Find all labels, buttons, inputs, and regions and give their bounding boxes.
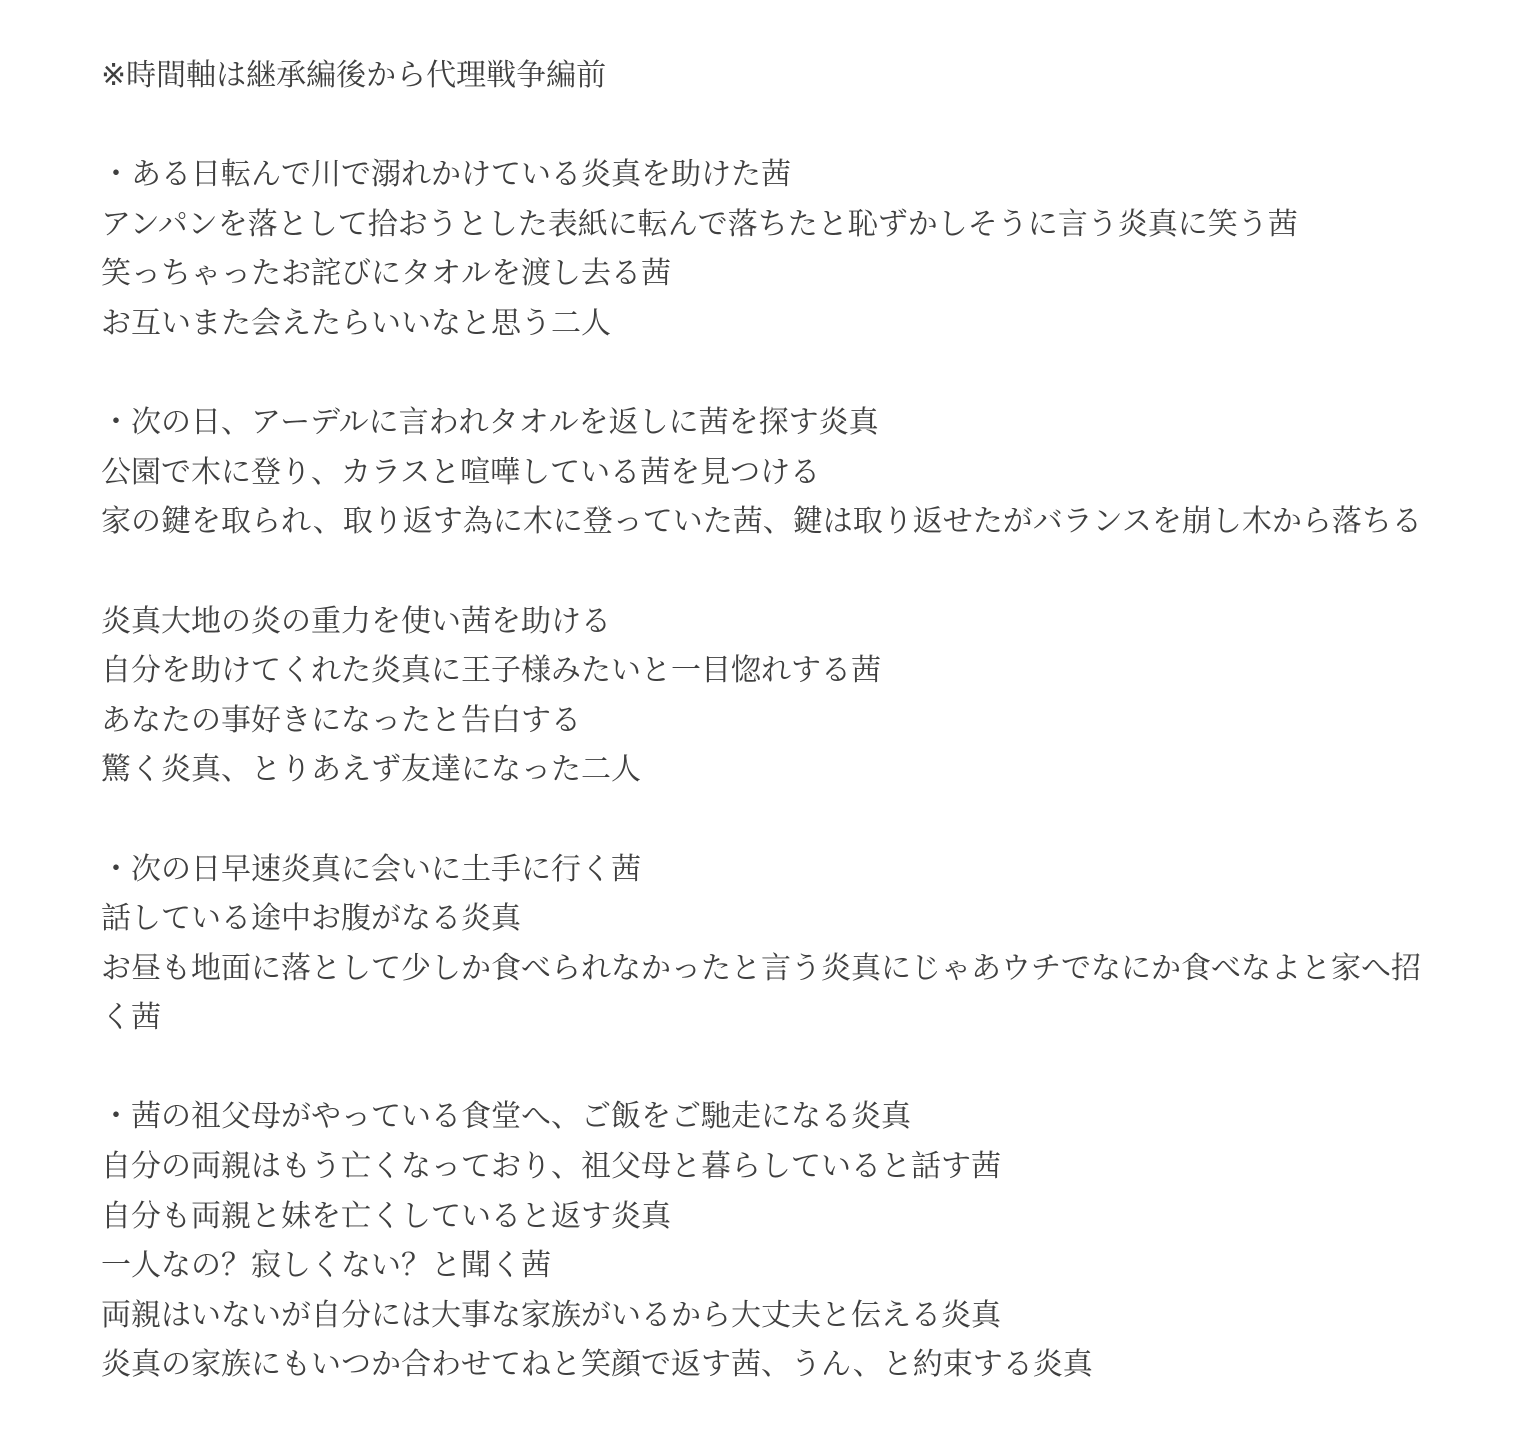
section-4 xyxy=(101,1092,1461,1390)
text-line: 家の鍵を取られ、取り返す為に木に登っていた茜、鍵は取り返せたがバランスを崩し木から落ちる xyxy=(101,504,1422,540)
section-3 xyxy=(101,845,1461,1043)
text-line: 炎真大地の炎の重力を使い茜を助ける xyxy=(101,603,611,639)
section-2 xyxy=(101,398,1461,795)
text-line: 炎真の家族にもいつか合わせてねと笑顔で返す茜、うん、と約束する炎真 xyxy=(101,1347,1093,1383)
section-1-heading: ・ある日転んで川で溺れかけている炎真を助けた茜 xyxy=(101,157,791,193)
timeline-note: ※時間軸は継承編後から代理戦争編前 xyxy=(101,58,607,93)
section-2-heading: ・次の日、アーデルに言われタオルを返しに茜を探す炎真 xyxy=(101,405,879,441)
text-line: 笑っちゃったお詫びにタオルを渡し去る茜 xyxy=(101,256,671,292)
text-line: 驚く炎真、とりあえず友達になった二人 xyxy=(101,752,641,788)
text-line: 自分を助けてくれた炎真に王子様みたいと一目惚れする茜 xyxy=(101,653,881,689)
document-body xyxy=(101,51,1461,1390)
text-line: 話している途中お腹がなる炎真 xyxy=(101,901,521,937)
text-line: 自分の両親はもう亡くなっており、祖父母と暮らしていると話す茜 xyxy=(101,1149,1001,1185)
text-line: お昼も地面に落として少しか食べられなかったと言う炎真にじゃあウチでなにか食べなよと家へ招く茜 xyxy=(101,950,1421,1036)
text-line: 公園で木に登り、カラスと喧嘩している茜を見つける xyxy=(101,454,821,490)
text-line: アンパンを落として拾おうとした表紙に転んで落ちたと恥ずかしそうに言う炎真に笑う茜 xyxy=(101,206,1298,242)
text-line: あなたの事好きになったと告白する xyxy=(101,702,581,738)
section-1 xyxy=(101,150,1461,348)
text-line: お互いまた会えたらいいなと思う二人 xyxy=(101,305,611,341)
section-4-heading: ・茜の祖父母がやっている食堂へ、ご飯をご馳走になる炎真 xyxy=(101,1099,911,1135)
section-3-heading: ・次の日早速炎真に会いに土手に行く茜 xyxy=(101,851,641,887)
text-line: 両親はいないが自分には大事な家族がいるから大丈夫と伝える炎真 xyxy=(101,1297,1001,1333)
text-line: 一人なの？寂しくない？と聞く茜 xyxy=(101,1248,551,1284)
text-line: 自分も両親と妹を亡くしていると返す炎真 xyxy=(101,1198,671,1234)
